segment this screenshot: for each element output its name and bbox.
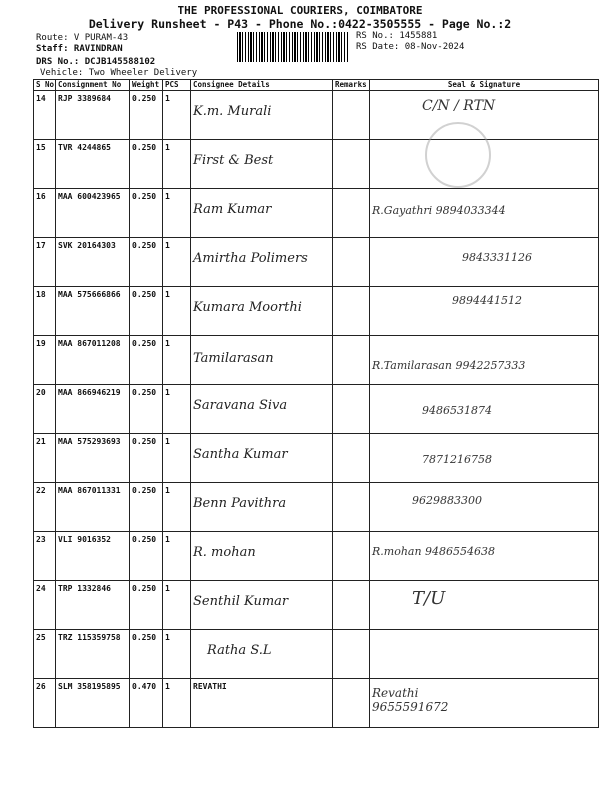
- signature-handwriting: 9629883300: [412, 494, 482, 507]
- signature-handwriting: 7871216758: [422, 453, 492, 466]
- sno-cell: 14: [34, 91, 56, 140]
- consignee-handwriting: Ratha S.L: [207, 643, 272, 658]
- sno-cell: 20: [34, 385, 56, 434]
- consignee-cell: [191, 679, 333, 728]
- remarks-cell: [333, 679, 370, 728]
- sno-cell: 26: [34, 679, 56, 728]
- consignee-name: REVATHI: [193, 682, 227, 691]
- signature-handwriting: 9894441512: [452, 294, 522, 307]
- table-row: [34, 434, 599, 483]
- col-signature: Seal & Signature: [370, 80, 599, 91]
- col-sno: S No: [34, 80, 56, 91]
- weight-cell: 0.250: [130, 189, 163, 238]
- signature-handwriting: 9843331126: [462, 251, 532, 264]
- consignee-handwriting: Santha Kumar: [193, 447, 288, 462]
- delivery-table: [33, 79, 599, 728]
- table-row: [34, 532, 599, 581]
- remarks-cell: [333, 238, 370, 287]
- consignee-handwriting: R. mohan: [193, 545, 256, 560]
- signature-cell: [370, 483, 599, 532]
- staff-label: Staff: RAVINDRAN: [36, 44, 123, 54]
- sno-cell: 25: [34, 630, 56, 679]
- consignment-cell: MAA 575666866: [56, 287, 130, 336]
- remarks-cell: [333, 434, 370, 483]
- weight-cell: 0.250: [130, 581, 163, 630]
- signature-handwriting: 9486531874: [422, 404, 492, 417]
- table-row: [34, 287, 599, 336]
- consignee-handwriting: Benn Pavithra: [193, 496, 287, 511]
- consignee-cell: [191, 91, 333, 140]
- signature-cell: [370, 287, 599, 336]
- remarks-cell: [333, 336, 370, 385]
- weight-cell: 0.250: [130, 91, 163, 140]
- signature-cell: [370, 532, 599, 581]
- consignee-cell: [191, 287, 333, 336]
- col-remarks: Remarks: [333, 80, 370, 91]
- remarks-cell: [333, 287, 370, 336]
- pcs-cell: 1: [163, 532, 191, 581]
- sno-cell: 18: [34, 287, 56, 336]
- rs-date: RS Date: 08-Nov-2024: [356, 42, 465, 52]
- consignee-cell: [191, 238, 333, 287]
- consignee-handwriting: Amirtha Polimers: [193, 251, 308, 266]
- pcs-cell: 1: [163, 385, 191, 434]
- sno-cell: 22: [34, 483, 56, 532]
- sno-cell: 21: [34, 434, 56, 483]
- table-header: [34, 80, 599, 91]
- signature-cell: [370, 434, 599, 483]
- signature-cell: [370, 679, 599, 728]
- remarks-cell: [333, 189, 370, 238]
- company-title: THE PROFESSIONAL COURIERS, COIMBATORE: [177, 4, 423, 17]
- pcs-cell: 1: [163, 434, 191, 483]
- consignee-handwriting: K.m. Murali: [193, 104, 272, 119]
- signature-handwriting: R.mohan 9486554638: [372, 545, 496, 558]
- table-row: [34, 679, 599, 728]
- consignment-cell: MAA 866946219: [56, 385, 130, 434]
- col-consignment: Consignment No: [56, 80, 130, 91]
- pcs-cell: 1: [163, 630, 191, 679]
- consignee-handwriting: Tamilarasan: [193, 351, 274, 366]
- consignee-cell: [191, 532, 333, 581]
- consignment-cell: SLM 358195895: [56, 679, 130, 728]
- consignee-cell: [191, 385, 333, 434]
- pcs-cell: 1: [163, 287, 191, 336]
- pcs-cell: 1: [163, 238, 191, 287]
- route-label: Route: V PURAM-43: [36, 33, 129, 43]
- signature-cell: [370, 140, 599, 189]
- consignee-handwriting: First & Best: [193, 153, 274, 168]
- remarks-cell: [333, 385, 370, 434]
- weight-cell: 0.250: [130, 483, 163, 532]
- remarks-cell: [333, 630, 370, 679]
- table-row: [34, 189, 599, 238]
- weight-cell: 0.250: [130, 630, 163, 679]
- col-weight: Weight: [130, 80, 163, 91]
- pcs-cell: 1: [163, 581, 191, 630]
- signature-handwriting: C/N / RTN: [422, 98, 496, 114]
- weight-cell: 0.250: [130, 385, 163, 434]
- consignee-cell: [191, 581, 333, 630]
- consignee-handwriting: Ram Kumar: [193, 202, 272, 217]
- signature-cell: [370, 385, 599, 434]
- sno-cell: 23: [34, 532, 56, 581]
- consignee-handwriting: Senthil Kumar: [193, 594, 289, 609]
- table-row: [34, 385, 599, 434]
- remarks-cell: [333, 532, 370, 581]
- signature-cell: [370, 91, 599, 140]
- consignee-cell: [191, 483, 333, 532]
- consignment-cell: RJP 3389684: [56, 91, 130, 140]
- signature-cell: [370, 581, 599, 630]
- signature-cell: [370, 336, 599, 385]
- pcs-cell: 1: [163, 679, 191, 728]
- rs-number: RS No.: 1455881: [356, 31, 438, 41]
- table-row: [34, 630, 599, 679]
- pcs-cell: 1: [163, 140, 191, 189]
- signature-handwriting: R.Tamilarasan 9942257333: [372, 359, 526, 372]
- consignee-handwriting: Kumara Moorthi: [193, 300, 302, 315]
- weight-cell: 0.470: [130, 679, 163, 728]
- weight-cell: 0.250: [130, 287, 163, 336]
- consignment-cell: SVK 20164303: [56, 238, 130, 287]
- runsheet-subtitle: Delivery Runsheet - P43 - Phone No.:0422-3505555 - Page No.:2: [88, 17, 512, 31]
- vehicle-label: Vehicle: Two Wheeler Delivery: [40, 68, 198, 78]
- consignment-cell: TRZ 115359758: [56, 630, 130, 679]
- signature-handwriting: T/U: [412, 588, 446, 609]
- sno-cell: 24: [34, 581, 56, 630]
- consignment-cell: MAA 575293693: [56, 434, 130, 483]
- drs-label: DRS No.: DCJB145588102: [36, 57, 156, 67]
- signature-cell: [370, 189, 599, 238]
- sno-cell: 16: [34, 189, 56, 238]
- remarks-cell: [333, 581, 370, 630]
- consignee-cell: [191, 434, 333, 483]
- table-row: [34, 336, 599, 385]
- consignment-cell: TRP 1332846: [56, 581, 130, 630]
- signature-cell: [370, 630, 599, 679]
- weight-cell: 0.250: [130, 434, 163, 483]
- weight-cell: 0.250: [130, 532, 163, 581]
- weight-cell: 0.250: [130, 140, 163, 189]
- remarks-cell: [333, 91, 370, 140]
- consignment-cell: TVR 4244865: [56, 140, 130, 189]
- consignee-cell: [191, 630, 333, 679]
- col-consignee: Consignee Details: [191, 80, 333, 91]
- consignee-cell: [191, 189, 333, 238]
- signature-handwriting: Revathi 9655591672: [372, 686, 449, 714]
- weight-cell: 0.250: [130, 336, 163, 385]
- table-row: [34, 91, 599, 140]
- consignment-cell: VLI 9016352: [56, 532, 130, 581]
- consignment-cell: MAA 600423965: [56, 189, 130, 238]
- signature-cell: [370, 238, 599, 287]
- remarks-cell: [333, 140, 370, 189]
- pcs-cell: 1: [163, 483, 191, 532]
- sno-cell: 17: [34, 238, 56, 287]
- pcs-cell: 1: [163, 336, 191, 385]
- consignment-cell: MAA 867011208: [56, 336, 130, 385]
- table-row: [34, 581, 599, 630]
- consignee-cell: [191, 336, 333, 385]
- table-row: [34, 238, 599, 287]
- table-row: [34, 140, 599, 189]
- weight-cell: 0.250: [130, 238, 163, 287]
- sno-cell: 15: [34, 140, 56, 189]
- consignment-cell: MAA 867011331: [56, 483, 130, 532]
- sno-cell: 19: [34, 336, 56, 385]
- consignee-handwriting: Saravana Siva: [193, 398, 288, 413]
- consignee-cell: [191, 140, 333, 189]
- barcode: [237, 32, 349, 62]
- pcs-cell: 1: [163, 91, 191, 140]
- signature-handwriting: R.Gayathri 9894033344: [372, 204, 506, 217]
- pcs-cell: 1: [163, 189, 191, 238]
- table-row: [34, 483, 599, 532]
- remarks-cell: [333, 483, 370, 532]
- col-pcs: PCS: [163, 80, 191, 91]
